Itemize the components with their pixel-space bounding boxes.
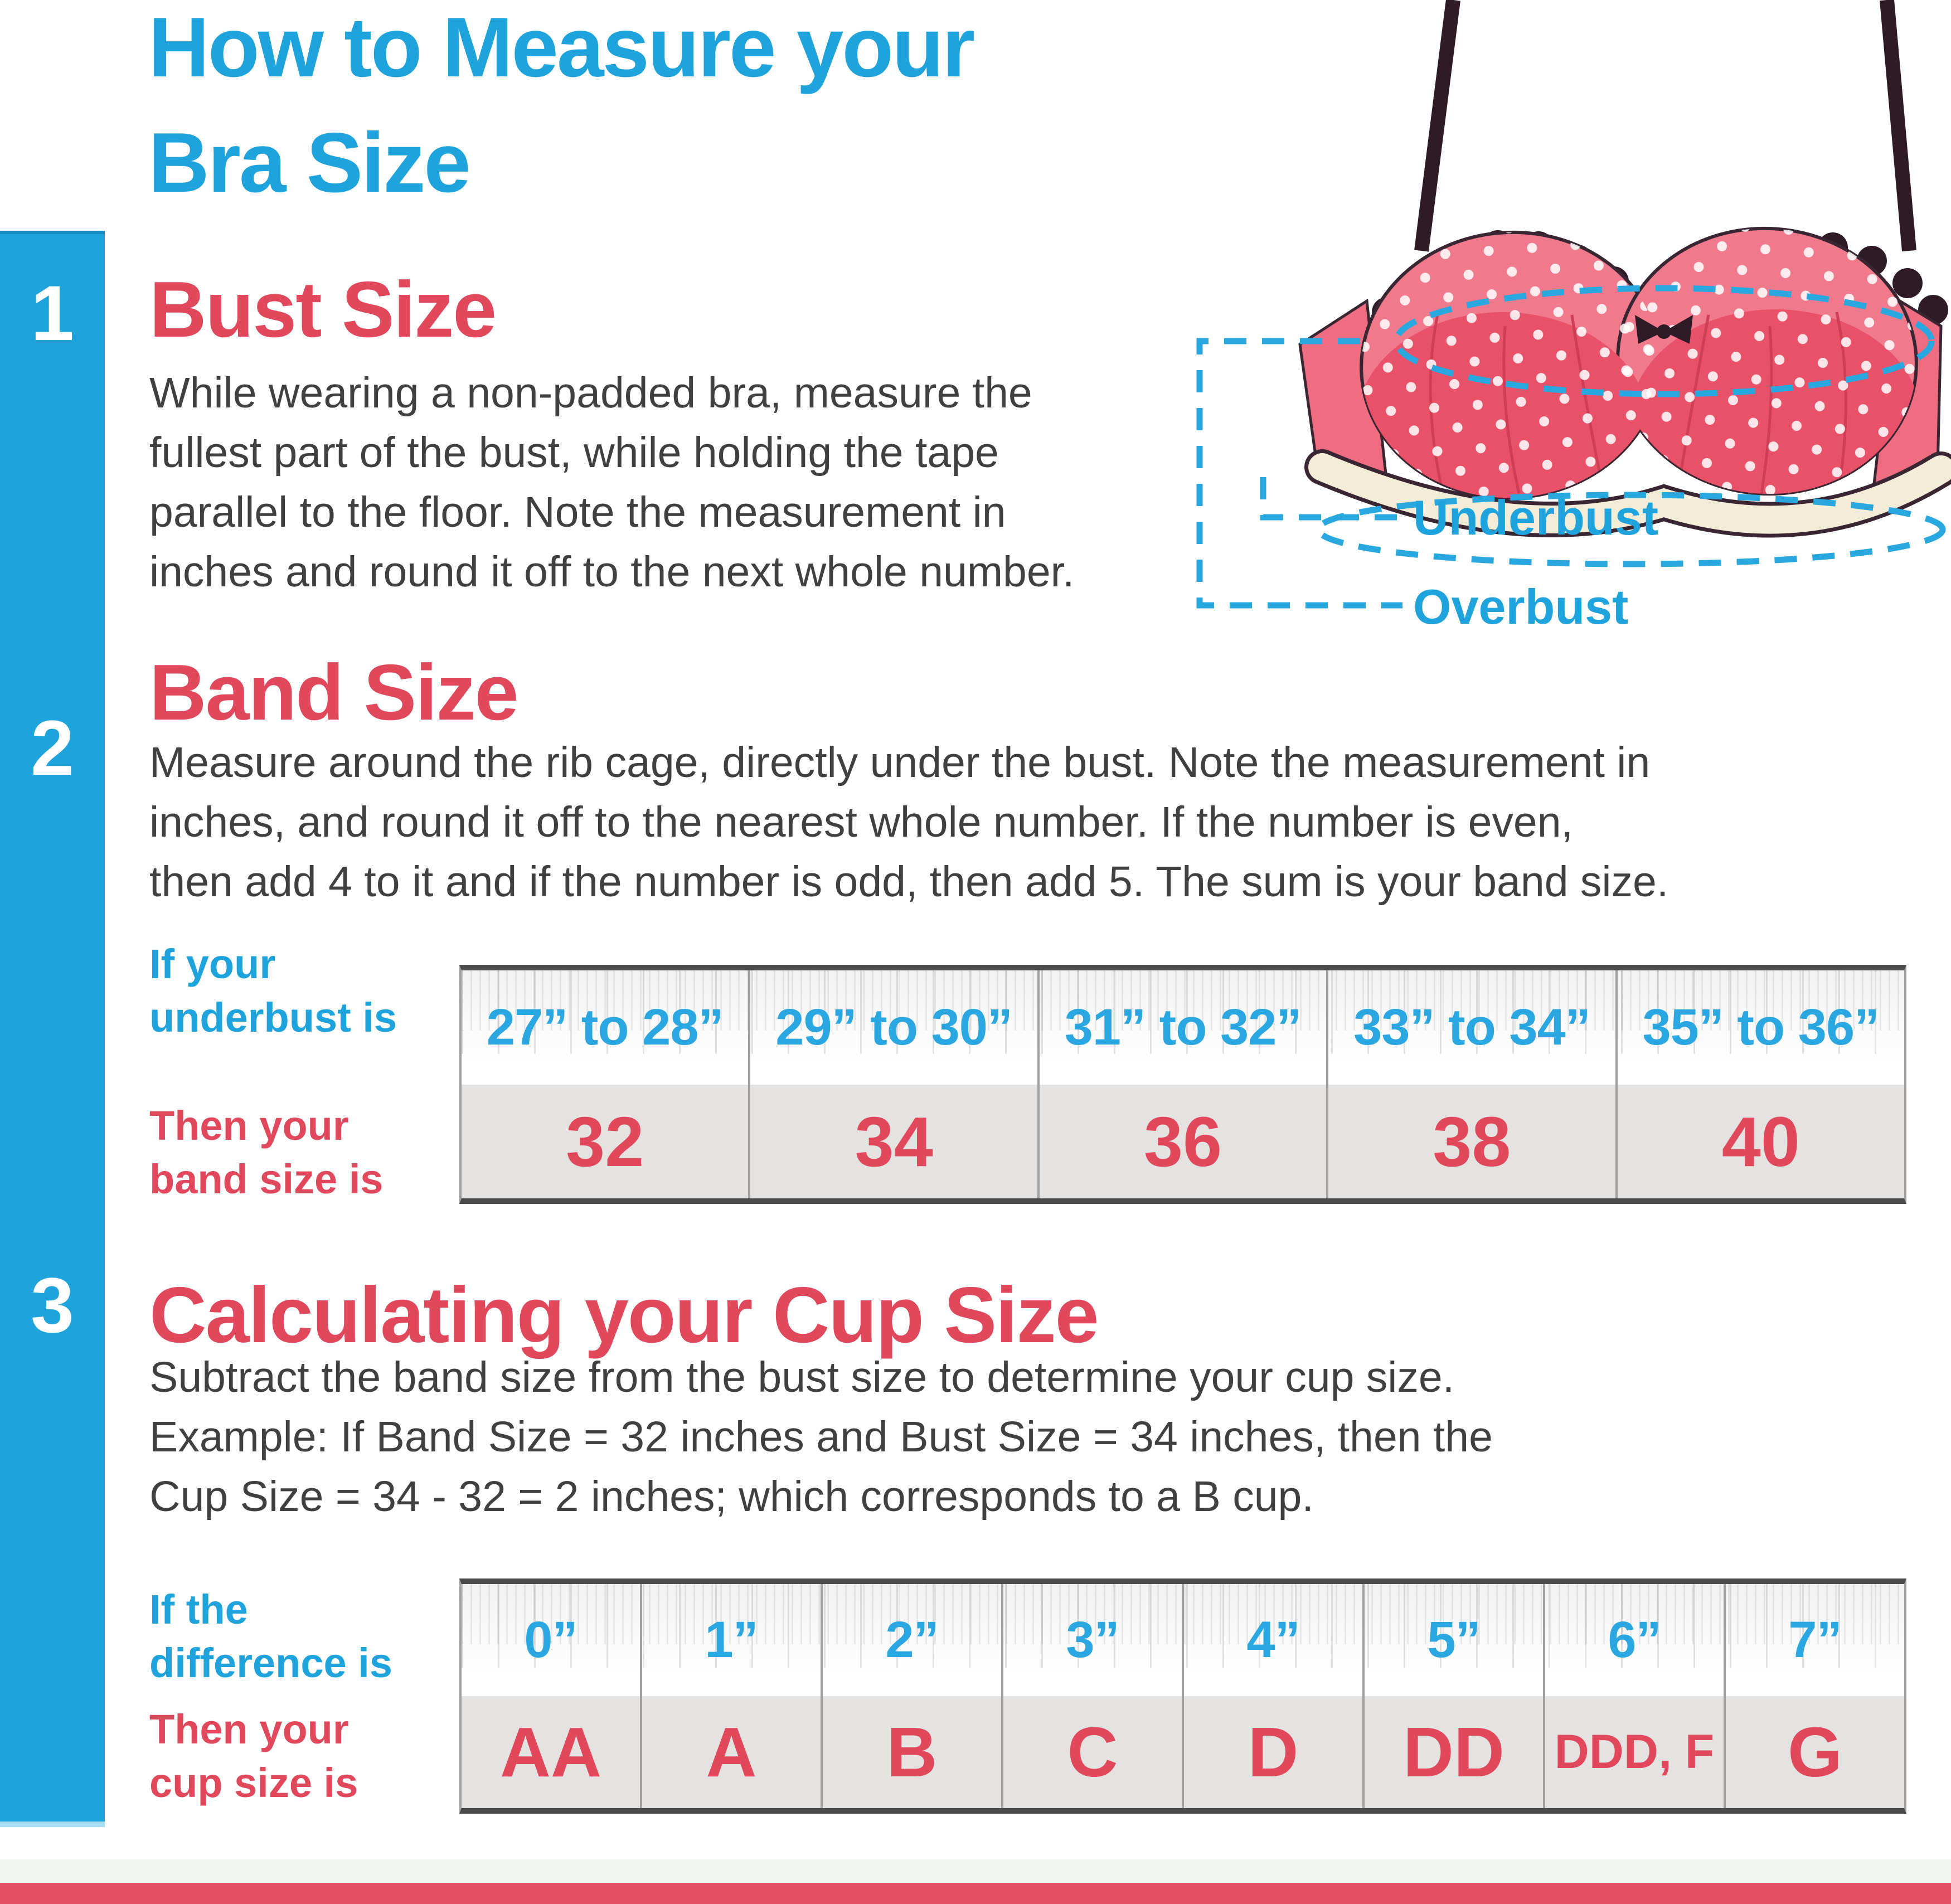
band-size-cell: 38 <box>1326 1085 1615 1198</box>
underbust-range-cell: 33” to 34” <box>1326 970 1615 1085</box>
cup-table-if-label <box>149 1583 392 1690</box>
section-heading-cup-size: Calculating your Cup Size <box>149 1271 1098 1359</box>
band-table-then-label <box>149 1099 383 1206</box>
underbust-range-cell: 27” to 28” <box>486 999 724 1056</box>
body-text-line: Measure around the rib cage, directly under the bust. Note the measurement in <box>149 739 1651 786</box>
underbust-range-cell: 31” to 32” <box>1037 970 1326 1085</box>
cup-size-cell: B <box>821 1696 1001 1808</box>
cup-size-cell: DD <box>1362 1696 1543 1808</box>
cup-size-table <box>459 1578 1906 1814</box>
difference-cell: 2” <box>821 1584 1001 1696</box>
bra-diagram-svg <box>1159 0 1951 647</box>
underbust-range-cell: 35” to 36” <box>1615 970 1904 1085</box>
cup-table-then-label <box>149 1703 358 1810</box>
body-text-line: Example: If Band Size = 32 inches and Bust Size = 34 inches, then the <box>149 1413 1493 1461</box>
section-heading-bust-size: Bust Size <box>149 265 496 354</box>
cup-size-cell: G <box>1724 1696 1904 1808</box>
cup-size-cell: D <box>1182 1696 1362 1808</box>
body-text-line: fullest part of the bust, while holding the tape <box>149 429 999 477</box>
difference-cell: 0” <box>524 1611 577 1668</box>
band-size-table <box>459 965 1906 1204</box>
difference-cell: 3” <box>1001 1584 1182 1696</box>
step-number-1: 1 <box>31 269 74 357</box>
bottom-light-strip <box>0 1859 1951 1883</box>
label-line: If the <box>149 1586 248 1633</box>
body-text-line: Subtract the band size from the bust size to determine your cup size. <box>149 1353 1455 1401</box>
page-title-line: Bra Size <box>148 115 469 210</box>
cup-size-cell: AA <box>500 1713 601 1791</box>
bra-illustration <box>1159 0 1951 647</box>
body-text-line: then add 4 to it and if the number is odd, then add 5. The sum is your band size. <box>149 858 1669 906</box>
difference-cell: 7” <box>1724 1584 1904 1696</box>
step-number-2: 2 <box>31 704 74 791</box>
section-body-band-size <box>149 733 1668 912</box>
underbust-range-cell: 29” to 30” <box>748 970 1037 1085</box>
band-table-header-row <box>462 970 1904 1085</box>
difference-cell: 4” <box>1182 1584 1362 1696</box>
band-size-cell: 34 <box>748 1085 1037 1198</box>
body-text-line: While wearing a non-padded bra, measure the <box>149 369 1032 417</box>
section-heading-band-size: Band Size <box>149 648 518 737</box>
label-line: difference is <box>149 1640 392 1686</box>
band-size-cell: 32 <box>566 1102 644 1181</box>
bottom-red-bar <box>0 1883 1951 1904</box>
band-table-value-row <box>462 1085 1904 1198</box>
body-text-line: parallel to the floor. Note the measurement in <box>149 488 1006 536</box>
page-title-line: How to Measure your <box>148 0 974 95</box>
band-size-cell: 36 <box>1037 1085 1326 1198</box>
label-line: band size is <box>149 1156 384 1202</box>
step-sidebar <box>0 231 105 1827</box>
cup-size-cell: DDD, F <box>1543 1696 1724 1808</box>
body-text-line: inches and round it off to the next whole number. <box>149 548 1075 596</box>
underbust-label: Underbust <box>1413 490 1658 545</box>
label-line: underbust is <box>149 994 397 1041</box>
cup-table-value-row <box>462 1696 1904 1808</box>
difference-cell: 5” <box>1362 1584 1543 1696</box>
band-table-if-label <box>149 938 397 1045</box>
step-number-3: 3 <box>31 1261 74 1349</box>
section-body-cup-size <box>149 1348 1493 1527</box>
section-body-bust-size <box>149 363 1074 602</box>
bra-straps <box>1421 0 1909 251</box>
label-line: Then your <box>149 1706 349 1752</box>
overbust-label: Overbust <box>1413 579 1629 634</box>
label-line: cup size is <box>149 1760 358 1806</box>
difference-cell: 1” <box>640 1584 821 1696</box>
difference-cell: 6” <box>1543 1584 1724 1696</box>
cup-size-cell: C <box>1001 1696 1182 1808</box>
page-title <box>148 0 973 221</box>
label-line: Then your <box>149 1102 349 1149</box>
cup-size-cell: A <box>640 1696 821 1808</box>
label-line: If your <box>149 941 276 987</box>
body-text-line: Cup Size = 34 - 32 = 2 inches; which corresponds to a B cup. <box>149 1473 1314 1521</box>
cup-table-header-row <box>462 1584 1904 1696</box>
band-size-cell: 40 <box>1615 1085 1904 1198</box>
body-text-line: inches, and round it off to the nearest whole number. If the number is even, <box>149 798 1573 846</box>
